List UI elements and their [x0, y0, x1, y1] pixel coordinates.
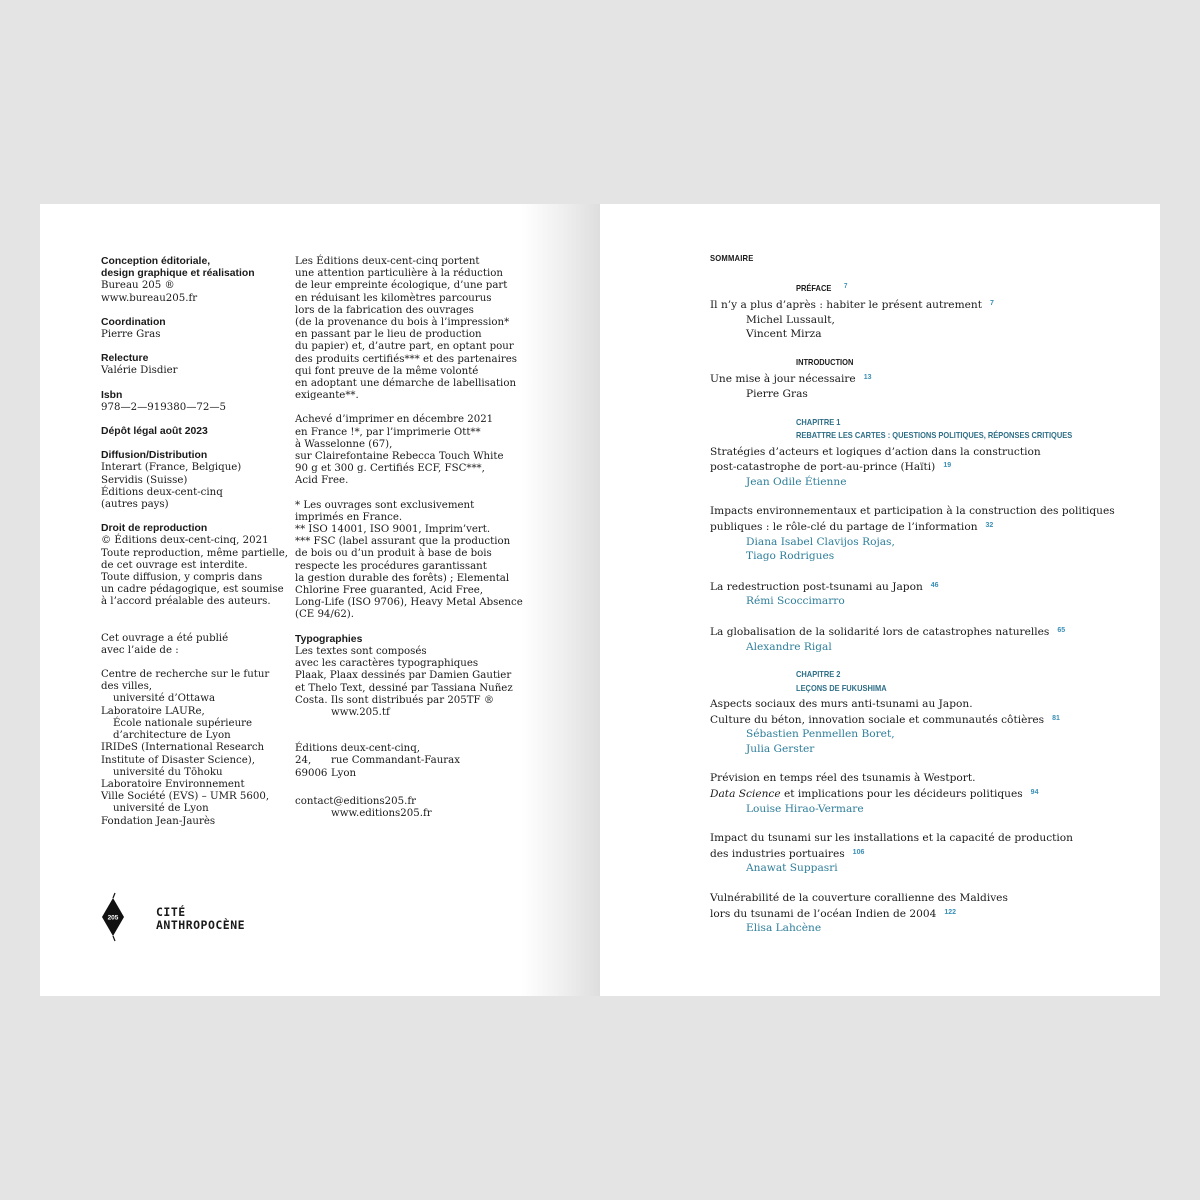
bureau205-logo-icon — [100, 892, 126, 946]
text-line: * Les ouvrages sont exclusivement — [295, 499, 475, 511]
text-line: en réduisant les kilomètres parcourus — [295, 292, 492, 304]
toc-entry-line: Aspects sociaux des murs anti-tsunami au Japon. — [710, 698, 973, 711]
toc-author: Sébastien Penmellen Boret, — [746, 728, 895, 741]
printing-paragraph — [295, 414, 510, 487]
toc-entry-line: Impact du tsunami sur les installations et la capacité de production — [710, 832, 1073, 845]
section-heading — [710, 416, 1130, 430]
credit-value: www.bureau205.fr — [101, 292, 198, 304]
cite-anthropocene-logo — [156, 906, 245, 932]
page-number: 46 — [930, 581, 939, 589]
credit-value: Valérie Disdier — [101, 365, 178, 377]
published-with — [101, 633, 281, 657]
section-heading — [710, 668, 1130, 682]
text-line: ** ISO 14001, ISO 9001, Imprim’vert. — [295, 524, 491, 536]
text-line: Chlorine Free guaranted, Acid Free, — [295, 585, 484, 597]
toc-author: Julia Gerster — [746, 742, 815, 755]
right-page — [600, 204, 1160, 996]
publisher-name: Éditions deux-cent-cinq, — [295, 743, 420, 755]
website: www.editions205.fr — [331, 807, 432, 819]
toc-entry-line: Une mise à jour nécessaire $^{13}$ — [710, 373, 872, 386]
credit-value: Servidis (Suisse) — [101, 474, 188, 486]
credit-block — [101, 450, 281, 511]
page-number: 81 — [1052, 714, 1060, 722]
left-page — [40, 204, 600, 996]
toc-author: Diana Isabel Clavijos Rojas, — [746, 535, 895, 548]
credit-block — [101, 426, 281, 438]
credit-value: Pierre Gras — [101, 329, 161, 341]
partner-line: d’architecture de Lyon — [113, 730, 231, 742]
toc-author: Michel Lussault, — [746, 313, 835, 326]
credit-block — [101, 390, 281, 414]
partner-line: Fondation Jean-Jaurès — [101, 815, 216, 827]
page-number: 122 — [944, 908, 957, 916]
toc-author: Louise Hirao-Vermare — [746, 802, 864, 815]
credit-block — [101, 523, 289, 608]
address-line-2 — [295, 768, 510, 780]
street-name: rue Commandant-Faurax — [331, 755, 460, 767]
text-line: (de la provenance du bois à l’impression* — [295, 317, 510, 329]
toc-entry-line: Culture du béton, innovation sociale et communautés côtières $^{81}$ — [710, 713, 1060, 726]
text-line: imprimés en France. — [295, 511, 403, 523]
credit-value: Toute diffusion, y compris dans — [101, 572, 263, 584]
spacer — [710, 654, 1130, 668]
section-heading-text: CHAPITRE 2 — [796, 669, 841, 680]
partner-line: Centre de recherche sur le futur — [101, 669, 270, 681]
text-line: Costa. Ils sont distribués par 205TF ® — [295, 694, 495, 706]
text-line: Les textes sont composés — [295, 645, 427, 657]
text-line: sur Clairefontaine Rebecca Touch White — [295, 451, 504, 463]
toc-entry-line: La redestruction post-tsunami au Japon $^{46}$ — [710, 580, 939, 593]
italic-term: Data Science — [710, 788, 781, 801]
credit-value: (autres pays) — [101, 499, 169, 511]
address-line-1 — [295, 755, 510, 767]
spacer — [710, 609, 1130, 624]
credit-label: Isbn — [101, 389, 123, 401]
credit-value: © Éditions deux-cent-cinq, 2021 — [101, 535, 269, 547]
credit-value: un cadre pédagogique, est soumise — [101, 584, 284, 596]
credit-value: Toute reproduction, même partielle, — [101, 547, 289, 559]
table-of-contents — [710, 251, 1130, 936]
logo-line-1: CITÉ — [156, 905, 186, 919]
toc-author: Pierre Gras — [746, 387, 808, 400]
credit-value: à l’accord préalable des auteurs. — [101, 596, 271, 608]
credit-label: Relecture — [101, 353, 149, 365]
toc-entry-line: Stratégies d’acteurs et logiques d’action dans la construction — [710, 445, 1041, 458]
text-line: qui font preuve de la même volonté — [295, 365, 479, 377]
credit-label: Conception éditoriale, — [101, 256, 211, 267]
credit-value: Éditions deux-cent-cinq — [101, 486, 223, 498]
spacer — [101, 621, 281, 633]
text-line: Acid Free. — [295, 475, 349, 487]
page-number: 65 — [1057, 626, 1066, 634]
toc-entry-line: publiques : le rôle-clé du partage de l’information $^{32}$ — [710, 520, 994, 533]
spacer — [710, 489, 1130, 504]
credit-label: Diffusion/Distribution — [101, 450, 208, 462]
credit-value: de cet ouvrage est interdite. — [101, 559, 248, 571]
svg-text:205: 205 — [107, 914, 119, 922]
section-heading — [710, 682, 1130, 696]
postal-code: 69006 — [295, 767, 328, 779]
contact-block — [295, 796, 510, 820]
text-line: avec l’aide de : — [101, 644, 179, 656]
text-line: du papier) et, d’autre part, en optant pour — [295, 341, 514, 353]
spacer — [710, 756, 1130, 771]
partner-line: université d’Ottawa — [113, 693, 216, 705]
page-number: 106 — [852, 848, 865, 856]
credit-value: Interart (France, Belgique) — [101, 462, 242, 474]
logo-line-2: ANTHROPOCÈNE — [156, 918, 246, 932]
partner-line: Laboratoire LAURe, — [101, 705, 205, 717]
partner-line: IRIDeS (International Research — [101, 742, 265, 754]
typo-url: www.205.tf — [331, 706, 390, 718]
spacer — [710, 876, 1130, 891]
toc-entry-line: Vulnérabilité de la couverture corallienne des Maldives — [710, 892, 1008, 905]
text-line: en adoptant une démarche de labellisation — [295, 378, 517, 390]
text-line: de bois ou d’un produit à base de bois — [295, 548, 492, 560]
partner-line: université du Tōhoku — [113, 766, 223, 778]
page-number: 7 — [844, 282, 848, 290]
toc-entry-line: Il n’y a plus d’après : habiter le présent autrement $^7$ — [710, 299, 994, 312]
text-line: *** FSC (label assurant que la production — [295, 536, 511, 548]
partner-line: Laboratoire Environnement — [101, 778, 245, 790]
toc-author: Vincent Mirza — [746, 328, 822, 341]
text-line: la gestion durable des forêts) ; Elemental — [295, 572, 510, 584]
credit-label: Dépôt légal août 2023 — [101, 426, 208, 438]
text-line: en France !*, par l’imprimerie Ott** — [295, 426, 481, 438]
credits-column — [101, 256, 289, 840]
partner-line: université de Lyon — [113, 803, 209, 815]
section-heading-text: LEÇONS DE FUKUSHIMA — [796, 682, 887, 693]
toc-author: Jean Odile Étienne — [746, 475, 847, 488]
footnotes — [295, 499, 523, 622]
text-line: lors de la fabrication des ouvrages — [295, 304, 474, 316]
typographies-label: Typographies — [295, 633, 363, 645]
text-line: en passant par le lieu de production — [295, 329, 482, 341]
typographies-text — [295, 645, 513, 707]
credit-block — [101, 353, 281, 377]
section-heading — [710, 356, 1130, 370]
section-heading-text: INTRODUCTION — [796, 356, 854, 367]
text-line: une attention particulière à la réduction — [295, 268, 503, 280]
credit-label: Coordination — [101, 316, 166, 328]
production-column — [295, 256, 523, 832]
text-line: Les Éditions deux-cent-cinq portent — [295, 256, 480, 267]
text-line: Plaak, Plaax dessinés par Damien Gautier — [295, 670, 512, 682]
typographies-block — [295, 633, 513, 719]
street-number: 24, — [295, 755, 312, 767]
credit-block — [101, 256, 281, 305]
toc-author: Tiago Rodrigues — [746, 550, 835, 563]
section-heading-text: CHAPITRE 1 — [796, 416, 841, 427]
toc-entry-line: post-catastrophe de port-au-prince (Haïti) $^{19}$ — [710, 461, 952, 474]
toc-title: SOMMAIRE — [710, 253, 754, 263]
toc-author: Alexandre Rigal — [746, 640, 832, 653]
text-line: avec les caractères typographiques — [295, 658, 479, 670]
section-heading — [710, 429, 1130, 443]
credit-label: design graphique et réalisation — [101, 268, 255, 280]
spacer — [710, 342, 1130, 356]
text-line: et Thelo Text, dessiné par Tassiana Nuñez — [295, 682, 513, 694]
text-line: à Wasselonne (67), — [295, 438, 393, 450]
toc-author: Rémi Scoccimarro — [746, 595, 845, 608]
credit-label: Droit de reproduction — [101, 523, 208, 535]
spacer — [710, 564, 1130, 579]
toc-body — [710, 280, 1130, 936]
page-number: 13 — [863, 374, 872, 382]
text-line: (CE 94/62). — [295, 609, 355, 621]
toc-entry-line: des industries portuaires $^{106}$ — [710, 847, 865, 860]
credit-block — [101, 317, 281, 341]
page-number: 19 — [943, 462, 952, 470]
text-line: exigeante**. — [295, 390, 359, 402]
spacer — [710, 816, 1130, 831]
toc-entry-line: La globalisation de la solidarité lors de catastrophes naturelles $^{65}$ — [710, 625, 1066, 638]
city: Lyon — [331, 767, 357, 779]
toc-entry-line: lors du tsunami de l’océan Indien de 2004 $^{122}$ — [710, 907, 957, 920]
partner-line: Institute of Disaster Science), — [101, 754, 255, 766]
page-number: 7 — [989, 300, 994, 308]
text-line: Achevé d’imprimer en décembre 2021 — [295, 414, 494, 426]
contact-email: contact@editions205.fr — [295, 795, 416, 807]
partner-line: des villes, — [101, 681, 153, 693]
partner-line: École nationale supérieure — [113, 717, 253, 729]
text-line: des produits certifiés*** et des partenaires — [295, 353, 517, 365]
text-line: respecte les procédures garantissant — [295, 560, 487, 572]
text-line: de leur empreinte écologique, d’une part — [295, 280, 508, 292]
partners-list — [101, 669, 281, 828]
text-line: Long-Life (ISO 9706), Heavy Metal Absence — [295, 597, 523, 609]
credit-value: 978—2—919380—72—5 — [101, 401, 227, 413]
section-heading-text: PRÉFACE — [796, 282, 832, 293]
toc-entry-line: Data Science et implications pour les décideurs politiques $^{94}$ — [710, 788, 1039, 801]
credit-value: Bureau 205 ® — [101, 280, 175, 292]
text-line: Cet ouvrage a été publié — [101, 632, 229, 644]
toc-entry-line: Prévision en temps réel des tsunamis à Westport. — [710, 772, 976, 785]
ecology-paragraph — [295, 256, 517, 402]
page-number: 94 — [1030, 789, 1039, 797]
partner-line: Ville Société (EVS) – UMR 5600, — [101, 791, 270, 803]
publisher-address — [295, 743, 510, 780]
toc-entry-line: Impacts environnementaux et participation à la construction des politiques — [710, 505, 1115, 518]
toc-author: Elisa Lahcène — [746, 922, 822, 935]
text-line: 90 g et 300 g. Certifiés ECF, FSC***, — [295, 463, 485, 475]
section-heading-text: REBATTRE LES CARTES : QUESTIONS POLITIQUES, RÉPONSES CRITIQUES — [796, 430, 1073, 441]
spacer — [710, 402, 1130, 416]
toc-author: Anawat Suppasri — [746, 862, 838, 875]
page-number: 32 — [985, 521, 994, 529]
section-heading — [710, 280, 1130, 296]
